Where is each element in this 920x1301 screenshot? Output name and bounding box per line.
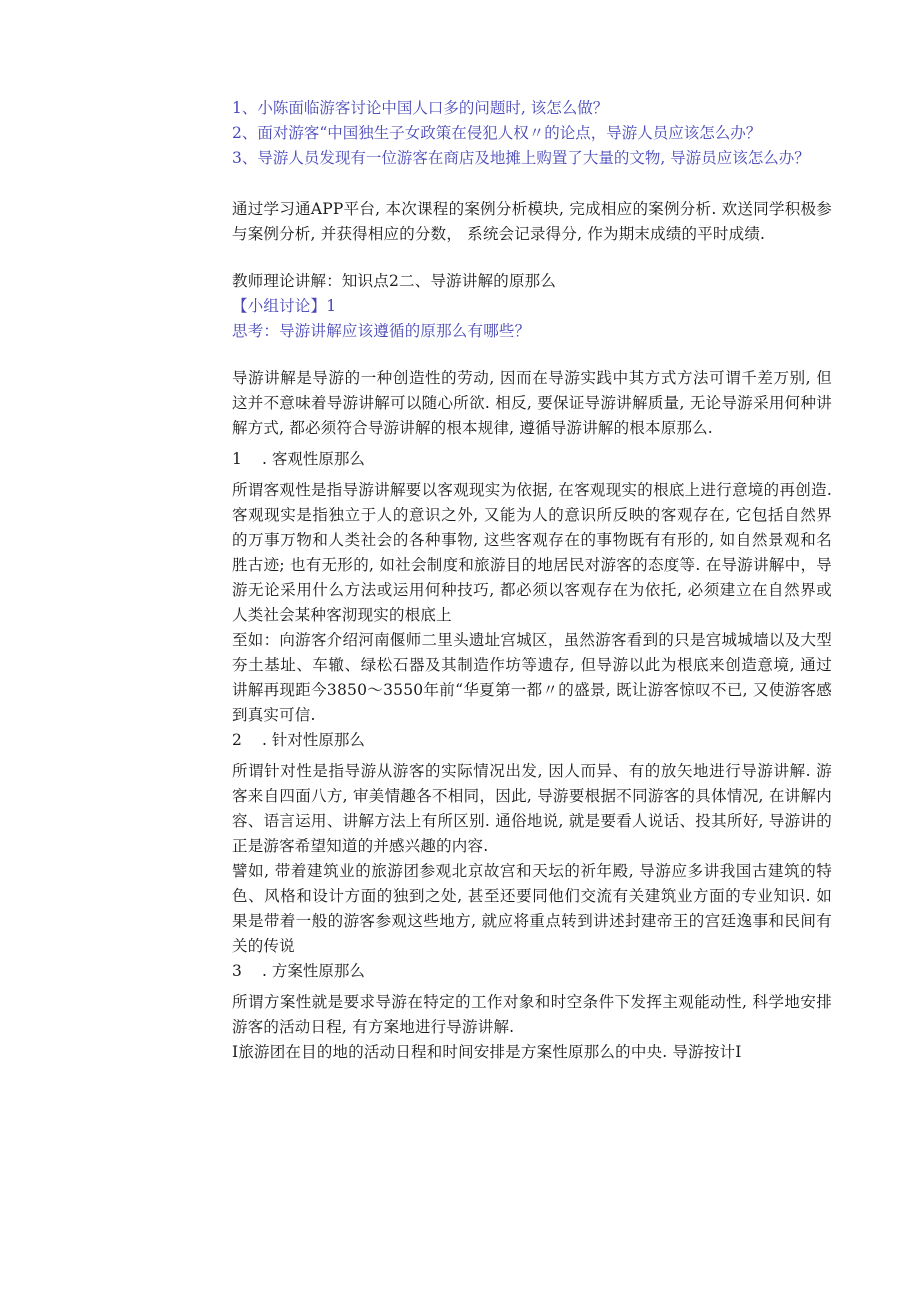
section-objectivity xyxy=(232,447,832,728)
section-paragraph: 至如：向游客介绍河南偃师二里头遗址宫城区，虽然游客看到的只是宫城城墙以及大型夯土基址、车辙、绿松石器及其制造作坊等遗存, 但导游以此为根底来创造意境, 通过讲解再现距今3850～3550年前“华夏第一都〃的盛景, 既让游客惊叹不已, 又使游客感到真实可信. xyxy=(232,631,832,724)
question-item: 2、面对游客“中国独生子女政策在侵犯人权〃的论点，导游人员应该怎么办？ xyxy=(232,124,762,142)
document-page xyxy=(232,96,832,1065)
section-heading xyxy=(232,447,832,472)
section-heading xyxy=(232,959,832,984)
section-number: 2 xyxy=(232,731,242,749)
group-discussion-label: 【小组讨论】1 xyxy=(232,297,337,315)
section-paragraph: I旅游团在目的地的活动日程和时间安排是方案性原那么的中央. 导游按计I xyxy=(232,1043,742,1061)
question-list xyxy=(232,96,832,171)
section-paragraph: 所谓客观性是指导游讲解要以客观现实为依据, 在客观现实的根底上进行意境的再创造. 客观现实是指独立于人的意识之外, 又能为人的意识所反映的客观存在, 它包括自然界的万事万物和人类社会的各种事物, 这些客观存在的事物既有有形的, 如自然景观和名胜古迹; 也有无形的, 如社会制度和旅游目的地居民对游客的态度等. 在导游讲解中，导游无论采用什么方法或运用何种技巧, 都必须以客观存在为依托, 必须建立在自然界或人类社会某种客沏现实的根底上 xyxy=(232,481,832,624)
section-title: . 客观性原那么 xyxy=(262,450,365,468)
question-item: 1、小陈面临游客讨论中国人口多的问题时, 该怎么做？ xyxy=(232,99,609,117)
section-paragraph: 所谓针对性是指导游从游客的实际情况出发, 因人而异、有的放矢地进行导游讲解. 游客来自四面八方, 审美情趣各不相同，因此, 导游要根据不同游客的具体情况, 在讲解内容、语言运用、讲解方法上有所区别. 通俗地说, 就是要看人说话、投其所好, 导游讲的正是游客希望知道的并感兴趣的内容. xyxy=(232,762,832,855)
section-title: . 针对性原那么 xyxy=(262,731,365,749)
lecture-title: 教师理论讲解：知识点2二、导游讲解的原那么 xyxy=(232,272,557,290)
overview-paragraph: 导游讲解是导游的一种创造性的劳动, 因而在导游实践中其方式方法可谓千差万别, 但这并不意味着导游讲解可以随心所欲. 相反, 要保证导游讲解质量, 无论导游采用何种讲解方式, 都必须符合导游讲解的根本规律, 遵循导游讲解的根本原那么. xyxy=(232,369,832,437)
section-pertinence xyxy=(232,728,832,959)
section-planning xyxy=(232,959,832,1065)
section-number: 1 xyxy=(232,450,242,468)
section-paragraph: 所谓方案性就是要求导游在特定的工作对象和时空条件下发挥主观能动性, 科学地安排游客的活动日程, 有方案地进行导游讲解. xyxy=(232,993,832,1036)
section-paragraph: 譬如, 带着建筑业的旅游团参观北京故宫和天坛的祈年殿, 导游应多讲我国古建筑的特色、风格和设计方面的独到之处, 甚至还要同他们交流有关建筑业方面的专业知识. 如果是带着一般的游客参观这些地方, 就应将重点转到讲述封建帝王的宫廷逸事和民间有关的传说 xyxy=(232,862,832,955)
think-question: 思考：导游讲解应该遵循的原那么有哪些？ xyxy=(232,322,531,340)
section-title: . 方案性原那么 xyxy=(262,962,365,980)
question-item: 3、导游人员发现有一位游客在商店及地摊上购置了大量的文物, 导游员应该怎么办？ xyxy=(232,149,810,167)
section-number: 3 xyxy=(232,962,242,980)
section-heading xyxy=(232,728,832,753)
intro-paragraph: 通过学习通APP平台, 本次课程的案例分析模块, 完成相应的案例分析. 欢送同学积极参与案例分析, 并获得相应的分数， 系统会记录得分, 作为期末成绩的平时成绩. xyxy=(232,200,832,243)
